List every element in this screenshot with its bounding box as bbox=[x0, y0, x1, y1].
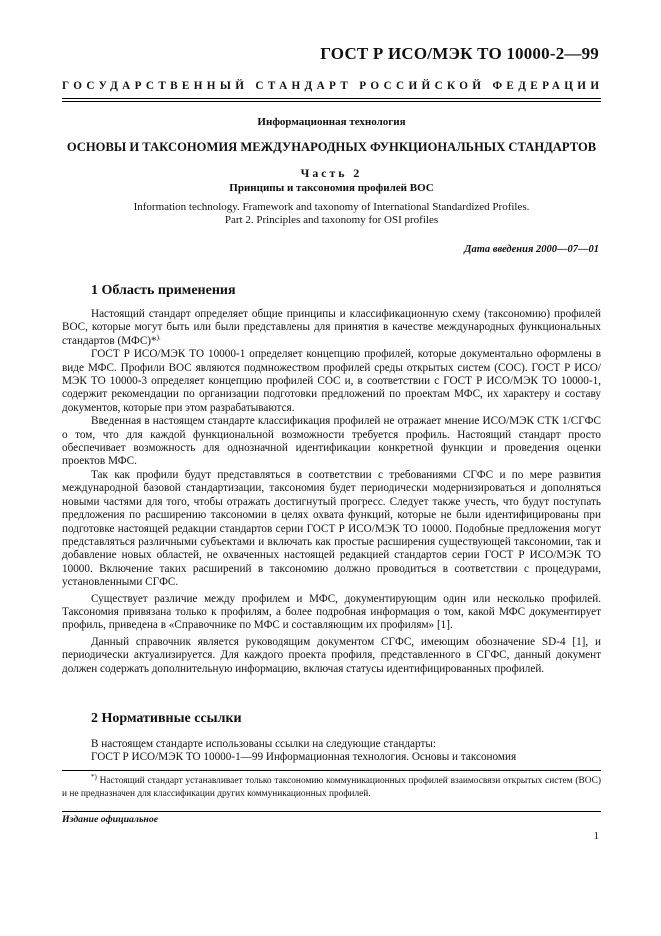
page-number: 1 bbox=[593, 830, 599, 842]
main-title: ОСНОВЫ И ТАКСОНОМИЯ МЕЖДУНАРОДНЫХ ФУНКЦИОНАЛЬНЫХ СТАНДАРТОВ bbox=[66, 140, 597, 154]
section1-paragraph-4: Так как профили будут представляться в соответствии с требованиями СГФС и по мере развития международной базовой стандартизации, таксономия будет периодически модернизироваться и дополняться новыми частями для того, чтобы отражать достигнутый прогресс. Следует также учесть, что будут поступать предложения по расширению таксономии в целях охвата функций, которые не были идентифицированы при подготовке настоящей редакции стандартов серии ГОСТ Р ИСО/МЭК ТО 10000. Подобные предложения могут представляться различными субъектами и включать как простые расширения существующей таксономии, так и добавление новых областей, не охваченных настоящей редакцией стандартов серии ГОСТ Р ИСО/МЭК ТО 10000. Включение таких расширений в таксономию должно проводиться в соответствии с процедурами, установленными СГФС. bbox=[62, 468, 601, 589]
footnote-ref: ). bbox=[156, 333, 161, 342]
section1-paragraph-6: Данный справочник является руководящим документом СГФС, имеющим обозначение SD-4 [1], и периодически актуализируется. Для каждого проекта профиля, представленного в СГФС, данный документ должен содержать дополнительную информацию, включая статусы идентифицированных профилей. bbox=[62, 635, 601, 675]
section2-paragraph-1: В настоящем стандарте использованы ссылки на следующие стандарты: bbox=[91, 738, 436, 750]
section2-paragraph-2: ГОСТ Р ИСО/МЭК ТО 10000-1—99 Информационная технология. Основы и таксономия bbox=[91, 751, 517, 764]
section1-body bbox=[62, 308, 601, 676]
footnote-mark: *) bbox=[91, 772, 97, 781]
section1-paragraph-1-text: Настоящий стандарт определяет общие принципы и классификационную схему (таксономию) профилей ВОС, которые могут быть или были представлены для принятия в качестве международных функциональных стандартов (МФС)* bbox=[62, 308, 601, 347]
footnote bbox=[62, 772, 601, 801]
english-title-line2: Part 2. Principles and taxonomy for OSI profiles bbox=[224, 214, 439, 226]
english-title bbox=[62, 201, 601, 227]
document-code: ГОСТ Р ИСО/МЭК ТО 10000-2—99 bbox=[320, 44, 599, 63]
section2-body bbox=[62, 738, 601, 765]
footnote-separator bbox=[62, 770, 601, 771]
footer-rule bbox=[62, 811, 601, 812]
section1-paragraph-5: Существует различие между профилем и МФС, документирующим один или несколько профилей. Таксономия привязана только к профилям, а более подробная информация о том, какой МФС документирует профиль, приведена в «Справочнике по МФС и составляющим их профилям» [1]. bbox=[62, 592, 601, 632]
section1-paragraph-3: Введенная в настоящем стандарте классификация профилей не отражает мнение ИСО/МЭК СТК 1/СГФС о том, что для каждой функциональной возможности требуется профиль. Настоящий стандарт просто обеспечивает возможность для однозначной идентификации конкретной функции и проведения оценки проектов МФС. bbox=[62, 415, 601, 468]
section1-heading: 1 Область применения bbox=[91, 283, 236, 298]
footnote-text: Настоящий стандарт устанавливает только таксономию коммуникационных профилей взаимосвязи открытых систем (ВОС) и не предназначен для классификации других коммуникационных профилей. bbox=[62, 776, 601, 799]
header-rule-thick bbox=[62, 98, 601, 99]
part-number: Часть 2 bbox=[300, 166, 363, 180]
state-standard-banner: ГОСУДАРСТВЕННЫЙ СТАНДАРТ РОССИЙСКОЙ ФЕДЕРАЦИИ bbox=[62, 80, 604, 92]
section1-paragraph-1 bbox=[62, 308, 601, 348]
header-rule-thin bbox=[62, 101, 601, 102]
introduction-date: Дата введения 2000—07—01 bbox=[464, 244, 599, 255]
official-edition-label: Издание официальное bbox=[62, 814, 159, 825]
section2-heading: 2 Нормативные ссылки bbox=[91, 711, 242, 726]
section1-paragraph-2: ГОСТ Р ИСО/МЭК ТО 10000-1 определяет концепцию профилей, которые документально оформлены в виде МФС. Профили ВОС являются подмножеством профилей среды открытых систем (СОС). ГОСТ Р ИСО/МЭК ТО 10000-3 определяет концепцию профилей СОС и, в соответствии с ГОСТ Р ИСО/МЭК ТО 10000-1, содержит рекомендации по организации подготовки предложений по проектам МФС, их характеру и составу документов, которые при этом разрабатываются. bbox=[62, 348, 601, 414]
topic-heading: Информационная технология bbox=[257, 116, 406, 128]
english-title-line1: Information technology. Framework and taxonomy of International Standardized Profiles. bbox=[133, 201, 530, 213]
part-title: Принципы и таксономия профилей ВОС bbox=[229, 182, 434, 194]
